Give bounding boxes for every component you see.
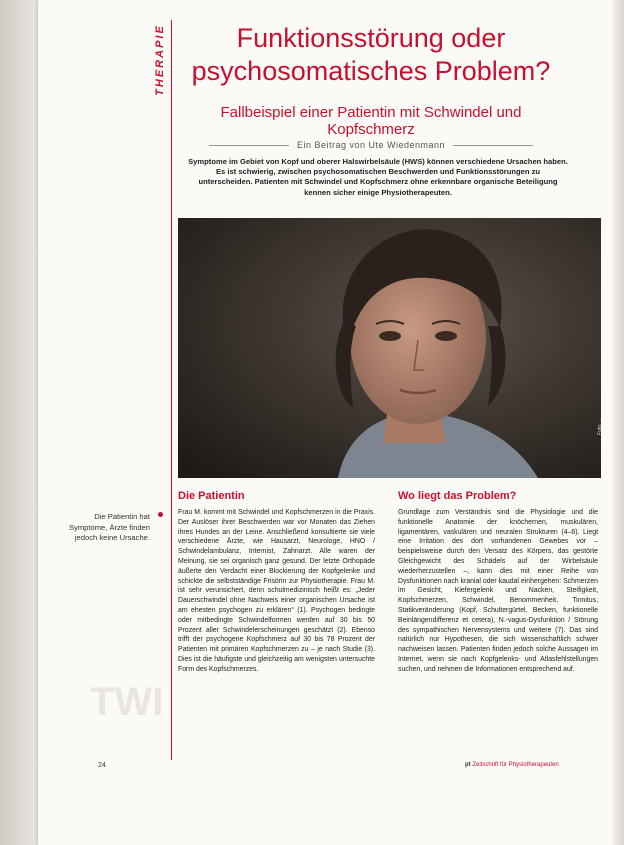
journal-name: Zeitschrift für Physiotherapeuten xyxy=(472,762,559,768)
side-note: Die Patientin hat Symptome, Ärzte finden jedoch keine Ursache. xyxy=(68,512,150,543)
page-edge-shadow xyxy=(612,0,624,845)
article-subtitle: Fallbeispiel einer Patientin mit Schwindel und Kopfschmerz xyxy=(220,104,522,138)
heading-patient: Die Patientin xyxy=(178,490,245,502)
intro-paragraph: Symptome im Gebiet von Kopf und oberer Halswirbelsäule (HWS) können verschiedene Ursachen haben. Es ist schwierig, zwischen psychosomatischen Beschwerden und Funktionsstörungen zu unterscheiden. Patienten mit Schwindel und Kopfschmerz ohne erkennbare organische Beteiligung kennen sicher einige Physiotherapeuten. xyxy=(188,157,568,197)
page-number: 24 xyxy=(98,762,106,769)
woman-portrait-illustration xyxy=(178,218,601,478)
vertical-red-rule xyxy=(171,20,172,760)
heading-problem: Wo liegt das Problem? xyxy=(398,490,517,502)
patient-text-column: Frau M. kommt mit Schwindel und Kopfschmerzen in die Praxis. Der Auslöser ihrer Beschwerden war vor Monaten das Ziehen ihres Hundes an der Leine. Anschließend konsultierte sie viele verschiedene Ärzte, wie Hausarzt, Neurologe, HNO / Schwindelambulanz, Internist, Zahnarzt. Alle waren der Meinung, sie sei organisch ganz gesund. Der letzte Orthopäde äußerte den Verdacht einer Blockierung der Kopfgelenke und schickte die selbstständige Frisörin zur Physiotherapie. Frau M. ist sehr verunsichert, denn schulmedizinisch heißt es: „Jeder Dauerschwindel ohne Nachweis einer organischen Ursache ist am ehesten psychogen zu erklären“ (1). Psychogen bedingte oder mitbedingte Schwindelformen werden auf 30 bis 50 Prozent aller Schwindelerscheinungen geschätzt (2). Ebenso trifft der psychogene Kopfschmerz auf 30 bis 78 Prozent der Patienten mit primären Kopfschmerzen zu – je nach Studie (3). Dies ist die häufigste und gleichzeitig am wenigsten untersuchte Form des Kopfschmerzes. xyxy=(178,509,375,673)
journal-prefix: pt xyxy=(465,762,471,768)
side-note-bullet xyxy=(158,512,163,517)
book-binding-shadow xyxy=(0,0,38,845)
section-label-text: THERAPIE xyxy=(154,24,166,96)
patient-photo xyxy=(178,218,601,478)
author-line: Ein Beitrag von Ute Wiedenmann xyxy=(176,140,566,150)
journal-footer xyxy=(465,762,559,768)
faded-watermark-text: TWI xyxy=(90,680,164,724)
article-title: Funktionsstörung oder psychosomatisches Problem? xyxy=(191,23,551,86)
photo-credit: Foto: ... xyxy=(597,418,603,435)
problem-text-column: Grundlage zum Verständnis sind die Physiologie und die funktionelle Anatomie der knöchernen, muskulären, ligamentären, vaskulären und neuralen Strukturen (4–6). Liegt eine Irritation des dort vorhandenen Gewebes vor – beispielsweise durch den Versatz des Körpers, das gestörte Gleichgewicht des Schädels auf der Wirbelsäule wiederherzustellen –, kann dies mit einer Reihe von Dysfunktionen nach kranial oder kaudal einhergehen: Schmerzen im Gesicht, Kiefergelenk und Nacken, Steifigkeit, Kopfschmerzen, Schwindel, Benommenheit, Tinnitus, Statikveränderung (Kopf, Schultergürtel, Becken, funktionelle Beinlängendifferenz et cetera), N.-vagus-Dysfunktion / Störung des sympathischen Nervensystems und weitere (7). Das sind natürlich nur Hypothesen, die sich wissenschaftlich schwer nachweisen lassen. Patienten finden jedoch solche Aussagen im Internet, wenn sie nach Kopfgelenks- und Atlasfehlstellungen suchen, und nehmen die Informationen entsprechend auf. xyxy=(398,509,598,673)
section-label xyxy=(150,20,170,110)
